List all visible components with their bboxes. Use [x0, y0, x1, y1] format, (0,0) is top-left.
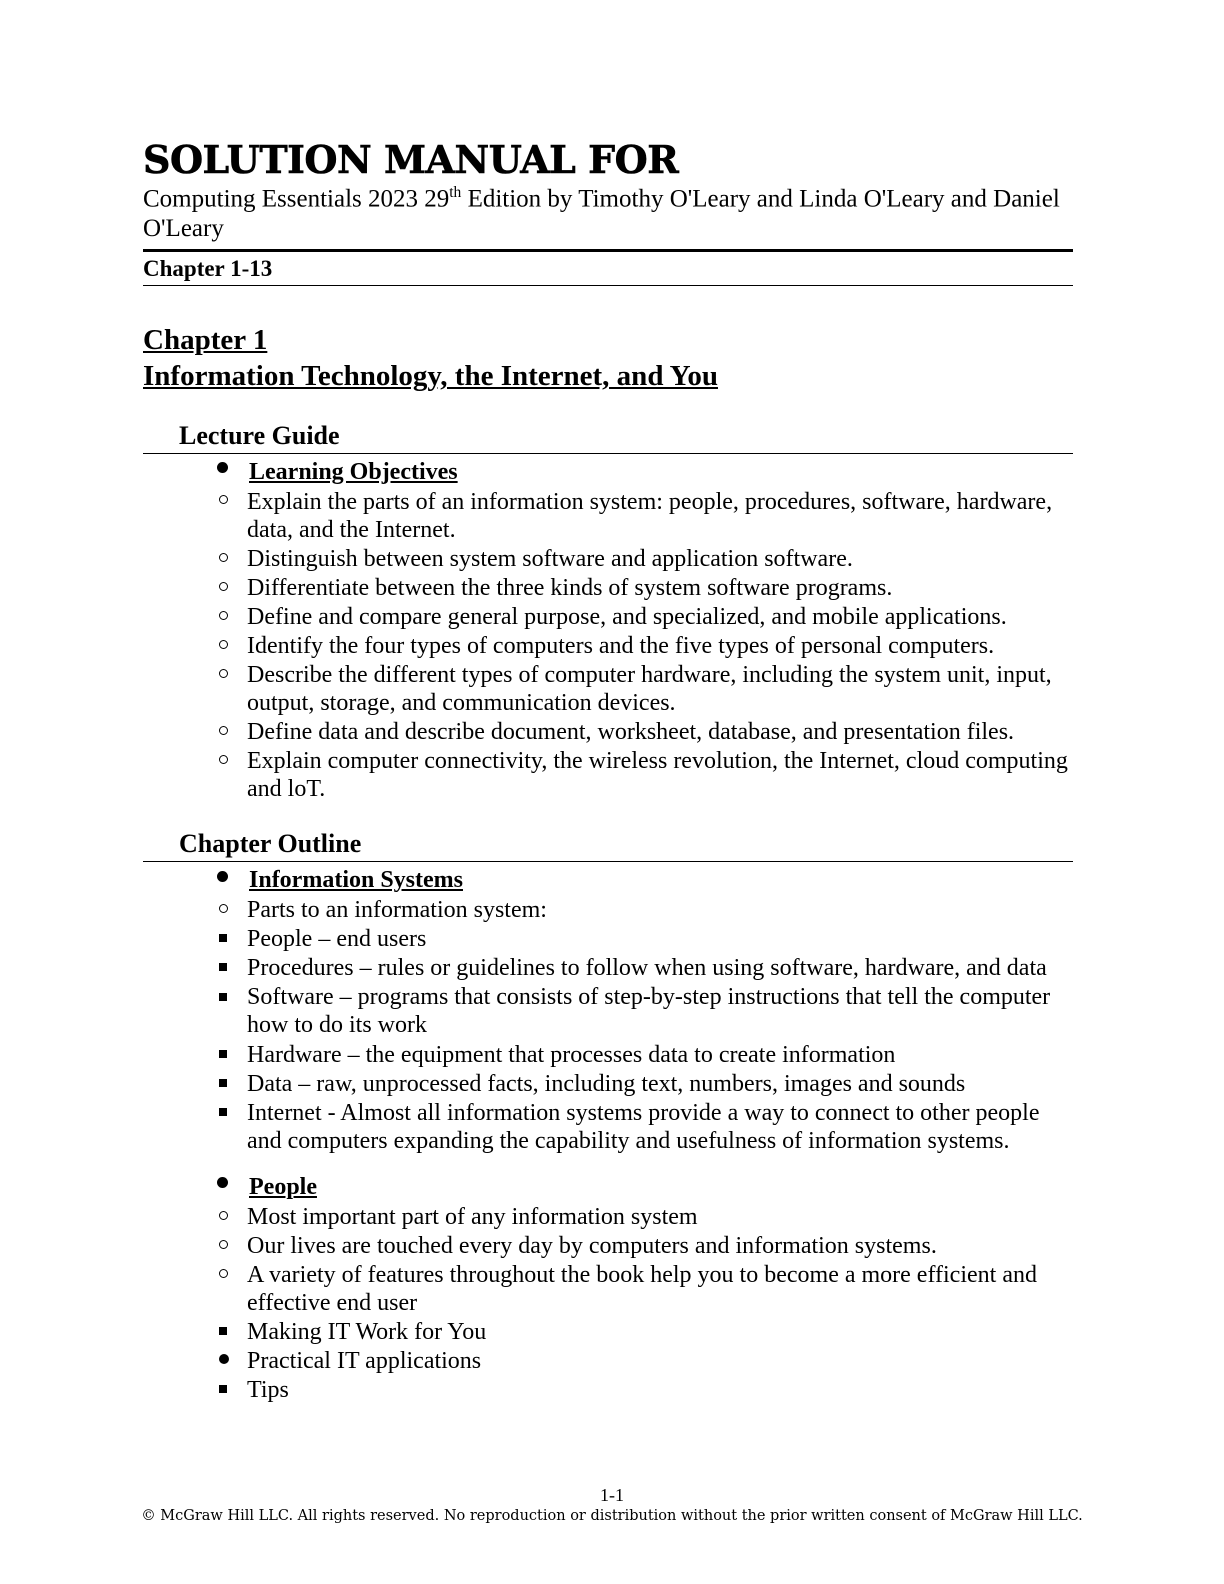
- subtitle-ordinal: th: [449, 183, 462, 201]
- bullet-circle-icon: [219, 1269, 228, 1278]
- list-item: [215, 1232, 1073, 1260]
- list-item: [215, 1041, 1073, 1069]
- list-item: [215, 896, 1073, 924]
- list-item-information-systems: [215, 866, 1073, 895]
- people-points-list: [143, 1203, 1073, 1317]
- bullet-circle-icon: [219, 1240, 228, 1249]
- bullet-square-icon: [219, 1079, 227, 1087]
- bullet-circle-icon: [219, 582, 228, 591]
- feature-text: Making IT Work for You: [247, 1318, 487, 1345]
- objective-text: Explain computer connectivity, the wireless revolution, the Internet, cloud computing and loT.: [247, 748, 1068, 803]
- list-item: [215, 954, 1073, 982]
- list-item-learning-objectives: [215, 458, 1073, 487]
- page-footer: [0, 1485, 1224, 1524]
- objective-text: Distinguish between system software and application software.: [247, 545, 853, 572]
- bullet-square-icon: [219, 1050, 227, 1058]
- part-text: Hardware – the equipment that processes data to create information: [247, 1041, 896, 1068]
- list-item: [215, 632, 1073, 660]
- people-label: People: [249, 1173, 317, 1200]
- list-item-people: [215, 1173, 1073, 1202]
- bullet-square-icon: [219, 1108, 227, 1116]
- information-systems-label: Information Systems: [249, 867, 463, 894]
- lecture-guide-list: [143, 458, 1073, 487]
- list-item: [215, 718, 1073, 746]
- title-block: [143, 137, 1073, 243]
- chapter-outline-divider: [143, 861, 1073, 862]
- list-item: [215, 603, 1073, 631]
- bullet-disc-icon: [217, 1177, 228, 1188]
- list-item: [215, 1318, 1073, 1346]
- people-features-list: [143, 1318, 1073, 1346]
- feature-text: Tips: [247, 1377, 289, 1404]
- bullet-square-icon: [219, 993, 227, 1001]
- feature-sub-text: Practical IT applications: [247, 1348, 482, 1375]
- part-text: Software – programs that consists of step-by-step instructions that tell the computer how to do its work: [247, 984, 1051, 1039]
- list-item: [215, 1070, 1073, 1098]
- document-subtitle: [143, 184, 1073, 243]
- list-item: [215, 1376, 1073, 1404]
- list-item: [215, 1261, 1073, 1317]
- learning-objectives-list: [143, 488, 1073, 804]
- objective-text: Describe the different types of computer hardware, including the system unit, input, output, storage, and communication devices.: [247, 661, 1052, 717]
- bullet-square-icon: [219, 1385, 227, 1393]
- list-item: [215, 545, 1073, 573]
- objective-text: Define data and describe document, worksheet, database, and presentation files.: [247, 719, 1015, 746]
- lecture-guide-heading: Lecture Guide: [179, 420, 340, 450]
- list-item: [215, 925, 1073, 953]
- chapter-range-divider: [143, 285, 1073, 286]
- bullet-circle-icon: [219, 726, 228, 735]
- people-point-text: Most important part of any information system: [247, 1203, 698, 1230]
- bullet-square-icon: [219, 1327, 227, 1335]
- learning-objectives-label: Learning Objectives: [249, 458, 458, 485]
- list-item: [215, 747, 1073, 803]
- list-item: [215, 574, 1073, 602]
- chapter-number: Chapter 1: [143, 324, 268, 357]
- objective-text: Explain the parts of an information system: people, procedures, software, hardware, data, and the Internet.: [247, 488, 1053, 543]
- bullet-circle-icon: [219, 553, 228, 562]
- bullet-square-icon: [219, 963, 227, 971]
- page-number: 1-1: [600, 1485, 624, 1505]
- information-systems-parts-list: [143, 925, 1073, 1155]
- subtitle-text-1: Computing Essentials 2023 29: [143, 185, 450, 213]
- objective-text: Differentiate between the three kinds of system software programs.: [247, 574, 893, 601]
- part-text: Procedures – rules or guidelines to follow when using software, hardware, and data: [247, 955, 1047, 982]
- chapter-title: Information Technology, the Internet, and You: [143, 360, 718, 393]
- bullet-circle-icon: [219, 611, 228, 620]
- bullet-disc-icon: [217, 462, 228, 473]
- chapter-range: Chapter 1-13: [143, 256, 273, 282]
- people-point-text: Our lives are touched every day by computers and information systems.: [247, 1232, 937, 1259]
- chapter-outline-list: [143, 866, 1073, 895]
- bullet-circle-icon: [219, 1211, 228, 1220]
- bullet-circle-icon: [219, 495, 228, 504]
- document-title: SOLUTION MANUAL FOR: [143, 137, 679, 182]
- bullet-circle-icon: [219, 669, 228, 678]
- people-point-text: A variety of features throughout the book help you to become a more efficient and effective end user: [247, 1261, 1037, 1316]
- bullet-disc-icon: [219, 1354, 229, 1364]
- bullet-disc-icon: [217, 871, 228, 882]
- part-text: Internet - Almost all information systems provide a way to connect to other people and computers expanding the capability and usefulness of information systems.: [247, 1099, 1040, 1154]
- list-item: [215, 661, 1073, 717]
- list-item: [215, 488, 1073, 544]
- people-features-list-2: [143, 1376, 1073, 1404]
- information-systems-intro: Parts to an information system:: [247, 897, 547, 924]
- part-text: People – end users: [247, 926, 427, 953]
- list-item: [215, 1099, 1073, 1155]
- list-item: [215, 1347, 1073, 1375]
- objective-text: Identify the four types of computers and the five types of personal computers.: [247, 632, 995, 659]
- list-item: [215, 1203, 1073, 1231]
- bullet-circle-icon: [219, 640, 228, 649]
- part-text: Data – raw, unprocessed facts, including text, numbers, images and sounds: [247, 1070, 966, 1097]
- information-systems-intro-list: [143, 896, 1073, 924]
- chapter-heading: [143, 322, 1073, 395]
- lecture-guide-divider: [143, 453, 1073, 454]
- objective-text: Define and compare general purpose, and specialized, and mobile applications.: [247, 603, 1007, 630]
- people-section-list: [143, 1173, 1073, 1202]
- bullet-circle-icon: [219, 755, 228, 764]
- people-feature-sub-list: [143, 1347, 1073, 1375]
- subtitle-text-2: Edition by Timothy O'Leary and Linda O'Leary and Daniel O'Leary: [143, 185, 1060, 242]
- list-item: [215, 983, 1073, 1039]
- bullet-square-icon: [219, 934, 227, 942]
- bullet-circle-icon: [219, 904, 228, 913]
- title-divider: [143, 249, 1073, 252]
- chapter-outline-heading: Chapter Outline: [179, 829, 362, 859]
- copyright-notice: © McGraw Hill LLC. All rights reserved. No reproduction or distribution without the prior written consent of McGraw Hill LLC.: [141, 1508, 1083, 1524]
- document-content: [143, 137, 1073, 1404]
